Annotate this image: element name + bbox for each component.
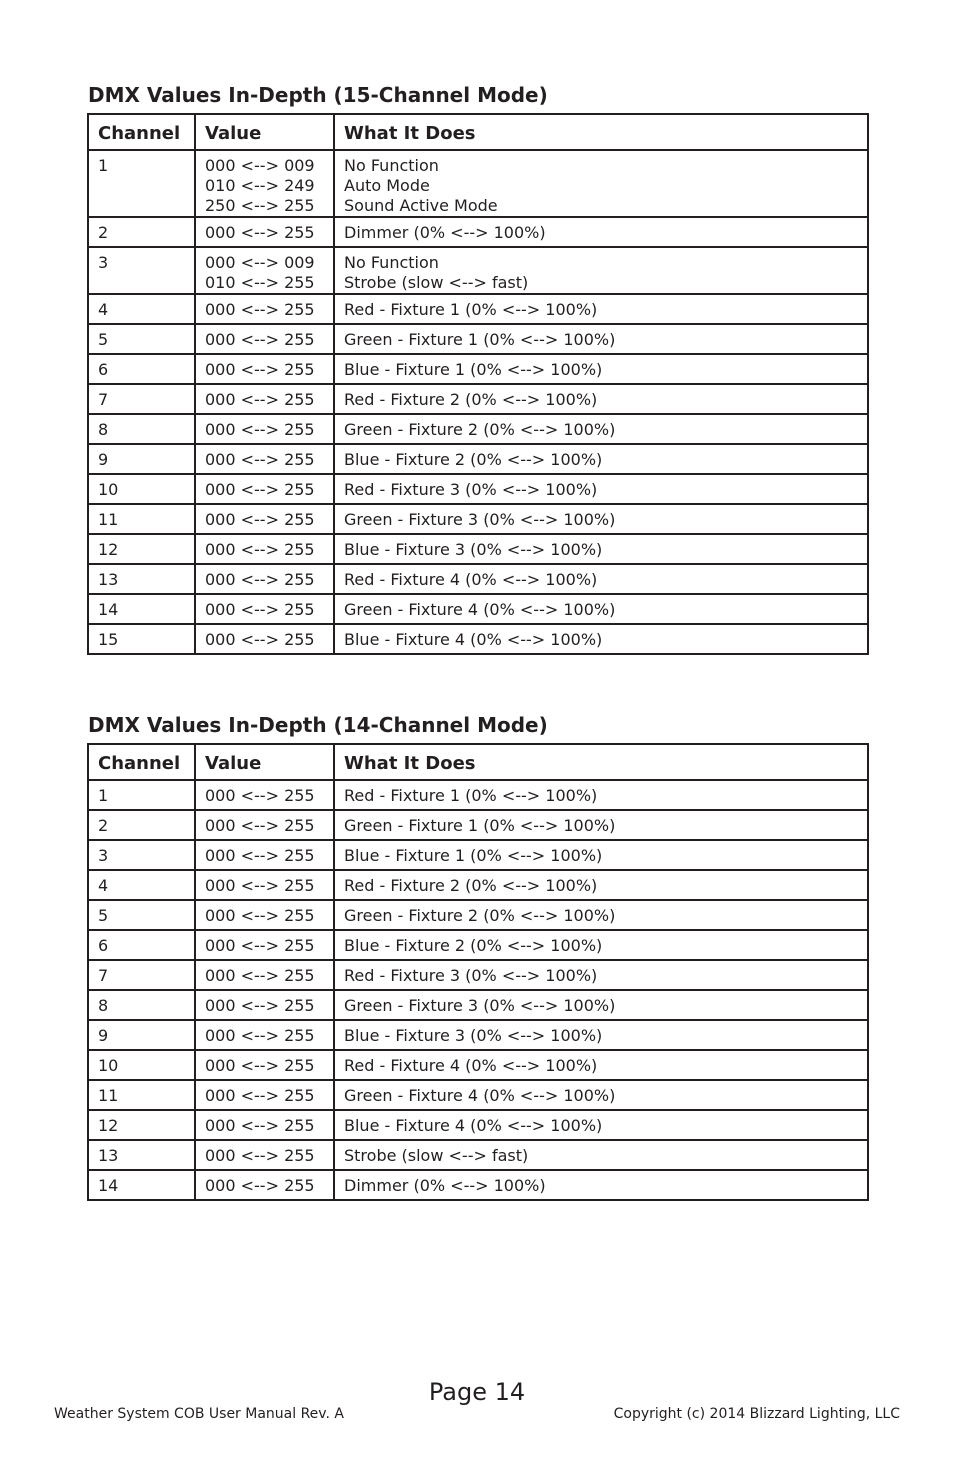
function-description: Red - Fixture 4 (0% <--> 100%) bbox=[344, 570, 598, 589]
function-cell bbox=[334, 810, 868, 840]
channel-cell: 13 bbox=[88, 564, 195, 594]
channel-cell: 11 bbox=[88, 504, 195, 534]
table-row bbox=[88, 324, 868, 354]
function-description: Red - Fixture 1 (0% <--> 100%) bbox=[344, 300, 598, 319]
footer-manual-title: Weather System COB User Manual Rev. A bbox=[54, 1406, 344, 1422]
table-row bbox=[88, 1140, 868, 1170]
channel-cell: 14 bbox=[88, 594, 195, 624]
value-cell bbox=[195, 294, 334, 324]
function-cell bbox=[334, 414, 868, 444]
channel-cell: 2 bbox=[88, 810, 195, 840]
value-cell bbox=[195, 1140, 334, 1170]
channel-cell: 3 bbox=[88, 247, 195, 294]
function-description: Dimmer (0% <--> 100%) bbox=[344, 223, 546, 242]
value-cell bbox=[195, 474, 334, 504]
value-range: 000 <--> 255 bbox=[205, 1146, 315, 1165]
table-row bbox=[88, 840, 868, 870]
table-row bbox=[88, 1020, 868, 1050]
function-description: Blue - Fixture 1 (0% <--> 100%) bbox=[344, 360, 603, 379]
function-description: Blue - Fixture 3 (0% <--> 100%) bbox=[344, 540, 603, 559]
function-cell bbox=[334, 840, 868, 870]
function-cell bbox=[334, 870, 868, 900]
channel-cell: 8 bbox=[88, 414, 195, 444]
table-row bbox=[88, 534, 868, 564]
function-cell bbox=[334, 1170, 868, 1200]
value-range: 000 <--> 255 bbox=[205, 846, 315, 865]
function-description: Green - Fixture 1 (0% <--> 100%) bbox=[344, 816, 616, 835]
value-range: 000 <--> 255 bbox=[205, 600, 315, 619]
value-range: 010 <--> 255 bbox=[205, 273, 315, 292]
function-cell bbox=[334, 150, 868, 217]
function-description: Red - Fixture 2 (0% <--> 100%) bbox=[344, 390, 598, 409]
table-row bbox=[88, 810, 868, 840]
dmx-table-14-channel bbox=[87, 743, 869, 1201]
table-header-row bbox=[88, 114, 868, 150]
value-cell bbox=[195, 324, 334, 354]
value-range: 000 <--> 255 bbox=[205, 360, 315, 379]
value-cell bbox=[195, 564, 334, 594]
function-description: Strobe (slow <--> fast) bbox=[344, 1146, 529, 1165]
value-cell bbox=[195, 1050, 334, 1080]
function-description: Sound Active Mode bbox=[344, 196, 498, 215]
function-description: Green - Fixture 4 (0% <--> 100%) bbox=[344, 1086, 616, 1105]
value-cell bbox=[195, 247, 334, 294]
table-row bbox=[88, 1050, 868, 1080]
dmx-table-15-channel bbox=[87, 113, 869, 655]
function-cell bbox=[334, 504, 868, 534]
value-cell bbox=[195, 930, 334, 960]
function-cell bbox=[334, 474, 868, 504]
function-cell bbox=[334, 217, 868, 247]
channel-cell: 15 bbox=[88, 624, 195, 654]
table-row bbox=[88, 414, 868, 444]
function-cell bbox=[334, 594, 868, 624]
channel-cell: 1 bbox=[88, 150, 195, 217]
channel-cell: 4 bbox=[88, 870, 195, 900]
function-description: Green - Fixture 2 (0% <--> 100%) bbox=[344, 906, 616, 925]
table-row bbox=[88, 504, 868, 534]
table-row bbox=[88, 564, 868, 594]
channel-cell: 5 bbox=[88, 324, 195, 354]
value-range: 000 <--> 255 bbox=[205, 786, 315, 805]
value-range: 000 <--> 255 bbox=[205, 936, 315, 955]
value-cell bbox=[195, 870, 334, 900]
function-cell bbox=[334, 354, 868, 384]
value-range: 000 <--> 255 bbox=[205, 630, 315, 649]
function-description: Red - Fixture 4 (0% <--> 100%) bbox=[344, 1056, 598, 1075]
value-range: 000 <--> 255 bbox=[205, 420, 315, 439]
function-description: Red - Fixture 2 (0% <--> 100%) bbox=[344, 876, 598, 895]
value-cell bbox=[195, 1170, 334, 1200]
channel-cell: 10 bbox=[88, 1050, 195, 1080]
function-cell bbox=[334, 624, 868, 654]
function-description: Auto Mode bbox=[344, 176, 430, 195]
function-description: Blue - Fixture 3 (0% <--> 100%) bbox=[344, 1026, 603, 1045]
value-range: 000 <--> 255 bbox=[205, 223, 315, 242]
function-description: Red - Fixture 3 (0% <--> 100%) bbox=[344, 480, 598, 499]
channel-cell: 6 bbox=[88, 930, 195, 960]
value-range: 000 <--> 255 bbox=[205, 1056, 315, 1075]
function-cell bbox=[334, 1020, 868, 1050]
value-range: 000 <--> 255 bbox=[205, 876, 315, 895]
value-range: 000 <--> 255 bbox=[205, 816, 315, 835]
value-cell bbox=[195, 1080, 334, 1110]
value-cell bbox=[195, 990, 334, 1020]
value-range: 000 <--> 009 bbox=[205, 253, 315, 272]
function-description: Strobe (slow <--> fast) bbox=[344, 273, 529, 292]
function-description: Blue - Fixture 4 (0% <--> 100%) bbox=[344, 630, 603, 649]
value-range: 010 <--> 249 bbox=[205, 176, 315, 195]
value-range: 000 <--> 255 bbox=[205, 330, 315, 349]
value-cell bbox=[195, 534, 334, 564]
channel-cell: 12 bbox=[88, 1110, 195, 1140]
value-cell bbox=[195, 384, 334, 414]
value-cell bbox=[195, 1110, 334, 1140]
table-row bbox=[88, 217, 868, 247]
function-description: No Function bbox=[344, 156, 439, 175]
table-row bbox=[88, 444, 868, 474]
value-range: 000 <--> 255 bbox=[205, 300, 315, 319]
value-range: 000 <--> 255 bbox=[205, 480, 315, 499]
channel-cell: 4 bbox=[88, 294, 195, 324]
value-cell bbox=[195, 780, 334, 810]
function-description: Green - Fixture 2 (0% <--> 100%) bbox=[344, 420, 616, 439]
table-row bbox=[88, 150, 868, 217]
function-description: Green - Fixture 1 (0% <--> 100%) bbox=[344, 330, 616, 349]
function-description: Blue - Fixture 1 (0% <--> 100%) bbox=[344, 846, 603, 865]
value-range: 000 <--> 255 bbox=[205, 1086, 315, 1105]
table-row bbox=[88, 247, 868, 294]
function-cell bbox=[334, 1080, 868, 1110]
function-cell bbox=[334, 294, 868, 324]
function-cell bbox=[334, 384, 868, 414]
header-value: Value bbox=[195, 744, 334, 780]
function-cell bbox=[334, 534, 868, 564]
table-row bbox=[88, 354, 868, 384]
function-description: Blue - Fixture 4 (0% <--> 100%) bbox=[344, 1116, 603, 1135]
function-cell bbox=[334, 324, 868, 354]
value-range: 000 <--> 255 bbox=[205, 450, 315, 469]
function-description: No Function bbox=[344, 253, 439, 272]
function-cell bbox=[334, 1140, 868, 1170]
channel-cell: 10 bbox=[88, 474, 195, 504]
header-what-it-does: What It Does bbox=[334, 114, 868, 150]
value-cell bbox=[195, 150, 334, 217]
channel-cell: 9 bbox=[88, 1020, 195, 1050]
function-description: Red - Fixture 3 (0% <--> 100%) bbox=[344, 966, 598, 985]
function-description: Green - Fixture 3 (0% <--> 100%) bbox=[344, 996, 616, 1015]
header-channel: Channel bbox=[88, 744, 195, 780]
value-cell bbox=[195, 354, 334, 384]
channel-cell: 6 bbox=[88, 354, 195, 384]
function-cell bbox=[334, 900, 868, 930]
channel-cell: 1 bbox=[88, 780, 195, 810]
value-range: 000 <--> 255 bbox=[205, 966, 315, 985]
value-range: 000 <--> 255 bbox=[205, 510, 315, 529]
page-number: Page 14 bbox=[428, 1378, 526, 1406]
footer-copyright: Copyright (c) 2014 Blizzard Lighting, LLC bbox=[613, 1406, 900, 1422]
value-range: 000 <--> 255 bbox=[205, 906, 315, 925]
value-range: 000 <--> 255 bbox=[205, 1176, 315, 1195]
function-description: Dimmer (0% <--> 100%) bbox=[344, 1176, 546, 1195]
channel-cell: 9 bbox=[88, 444, 195, 474]
header-what-it-does: What It Does bbox=[334, 744, 868, 780]
table-row bbox=[88, 990, 868, 1020]
function-description: Blue - Fixture 2 (0% <--> 100%) bbox=[344, 450, 603, 469]
table-row bbox=[88, 594, 868, 624]
table-row bbox=[88, 960, 868, 990]
value-cell bbox=[195, 594, 334, 624]
value-cell bbox=[195, 504, 334, 534]
value-cell bbox=[195, 624, 334, 654]
value-cell bbox=[195, 414, 334, 444]
value-cell bbox=[195, 217, 334, 247]
channel-cell: 11 bbox=[88, 1080, 195, 1110]
table-row bbox=[88, 1170, 868, 1200]
function-cell bbox=[334, 564, 868, 594]
header-value: Value bbox=[195, 114, 334, 150]
channel-cell: 8 bbox=[88, 990, 195, 1020]
function-description: Red - Fixture 1 (0% <--> 100%) bbox=[344, 786, 598, 805]
value-cell bbox=[195, 810, 334, 840]
header-channel: Channel bbox=[88, 114, 195, 150]
channel-cell: 7 bbox=[88, 384, 195, 414]
channel-cell: 7 bbox=[88, 960, 195, 990]
table-row bbox=[88, 900, 868, 930]
table-title-15-channel: DMX Values In-Depth (15-Channel Mode) bbox=[88, 83, 548, 107]
value-range: 000 <--> 009 bbox=[205, 156, 315, 175]
value-cell bbox=[195, 444, 334, 474]
function-cell bbox=[334, 780, 868, 810]
value-range: 250 <--> 255 bbox=[205, 196, 315, 215]
function-cell bbox=[334, 444, 868, 474]
function-description: Green - Fixture 3 (0% <--> 100%) bbox=[344, 510, 616, 529]
value-range: 000 <--> 255 bbox=[205, 390, 315, 409]
table-row bbox=[88, 1080, 868, 1110]
channel-cell: 12 bbox=[88, 534, 195, 564]
value-cell bbox=[195, 1020, 334, 1050]
function-description: Blue - Fixture 2 (0% <--> 100%) bbox=[344, 936, 603, 955]
channel-cell: 13 bbox=[88, 1140, 195, 1170]
value-range: 000 <--> 255 bbox=[205, 570, 315, 589]
value-cell bbox=[195, 960, 334, 990]
table-row bbox=[88, 1110, 868, 1140]
table-row bbox=[88, 870, 868, 900]
table-row bbox=[88, 294, 868, 324]
function-cell bbox=[334, 247, 868, 294]
table-title-14-channel: DMX Values In-Depth (14-Channel Mode) bbox=[88, 713, 548, 737]
channel-cell: 2 bbox=[88, 217, 195, 247]
table-header-row bbox=[88, 744, 868, 780]
table-row bbox=[88, 624, 868, 654]
function-cell bbox=[334, 960, 868, 990]
function-description: Green - Fixture 4 (0% <--> 100%) bbox=[344, 600, 616, 619]
channel-cell: 3 bbox=[88, 840, 195, 870]
function-cell bbox=[334, 990, 868, 1020]
value-range: 000 <--> 255 bbox=[205, 1026, 315, 1045]
table-row bbox=[88, 930, 868, 960]
value-range: 000 <--> 255 bbox=[205, 1116, 315, 1135]
value-cell bbox=[195, 840, 334, 870]
function-cell bbox=[334, 1050, 868, 1080]
value-range: 000 <--> 255 bbox=[205, 540, 315, 559]
value-cell bbox=[195, 900, 334, 930]
table-row bbox=[88, 780, 868, 810]
value-range: 000 <--> 255 bbox=[205, 996, 315, 1015]
channel-cell: 14 bbox=[88, 1170, 195, 1200]
channel-cell: 5 bbox=[88, 900, 195, 930]
table-row bbox=[88, 384, 868, 414]
table-row bbox=[88, 474, 868, 504]
function-cell bbox=[334, 1110, 868, 1140]
function-cell bbox=[334, 930, 868, 960]
